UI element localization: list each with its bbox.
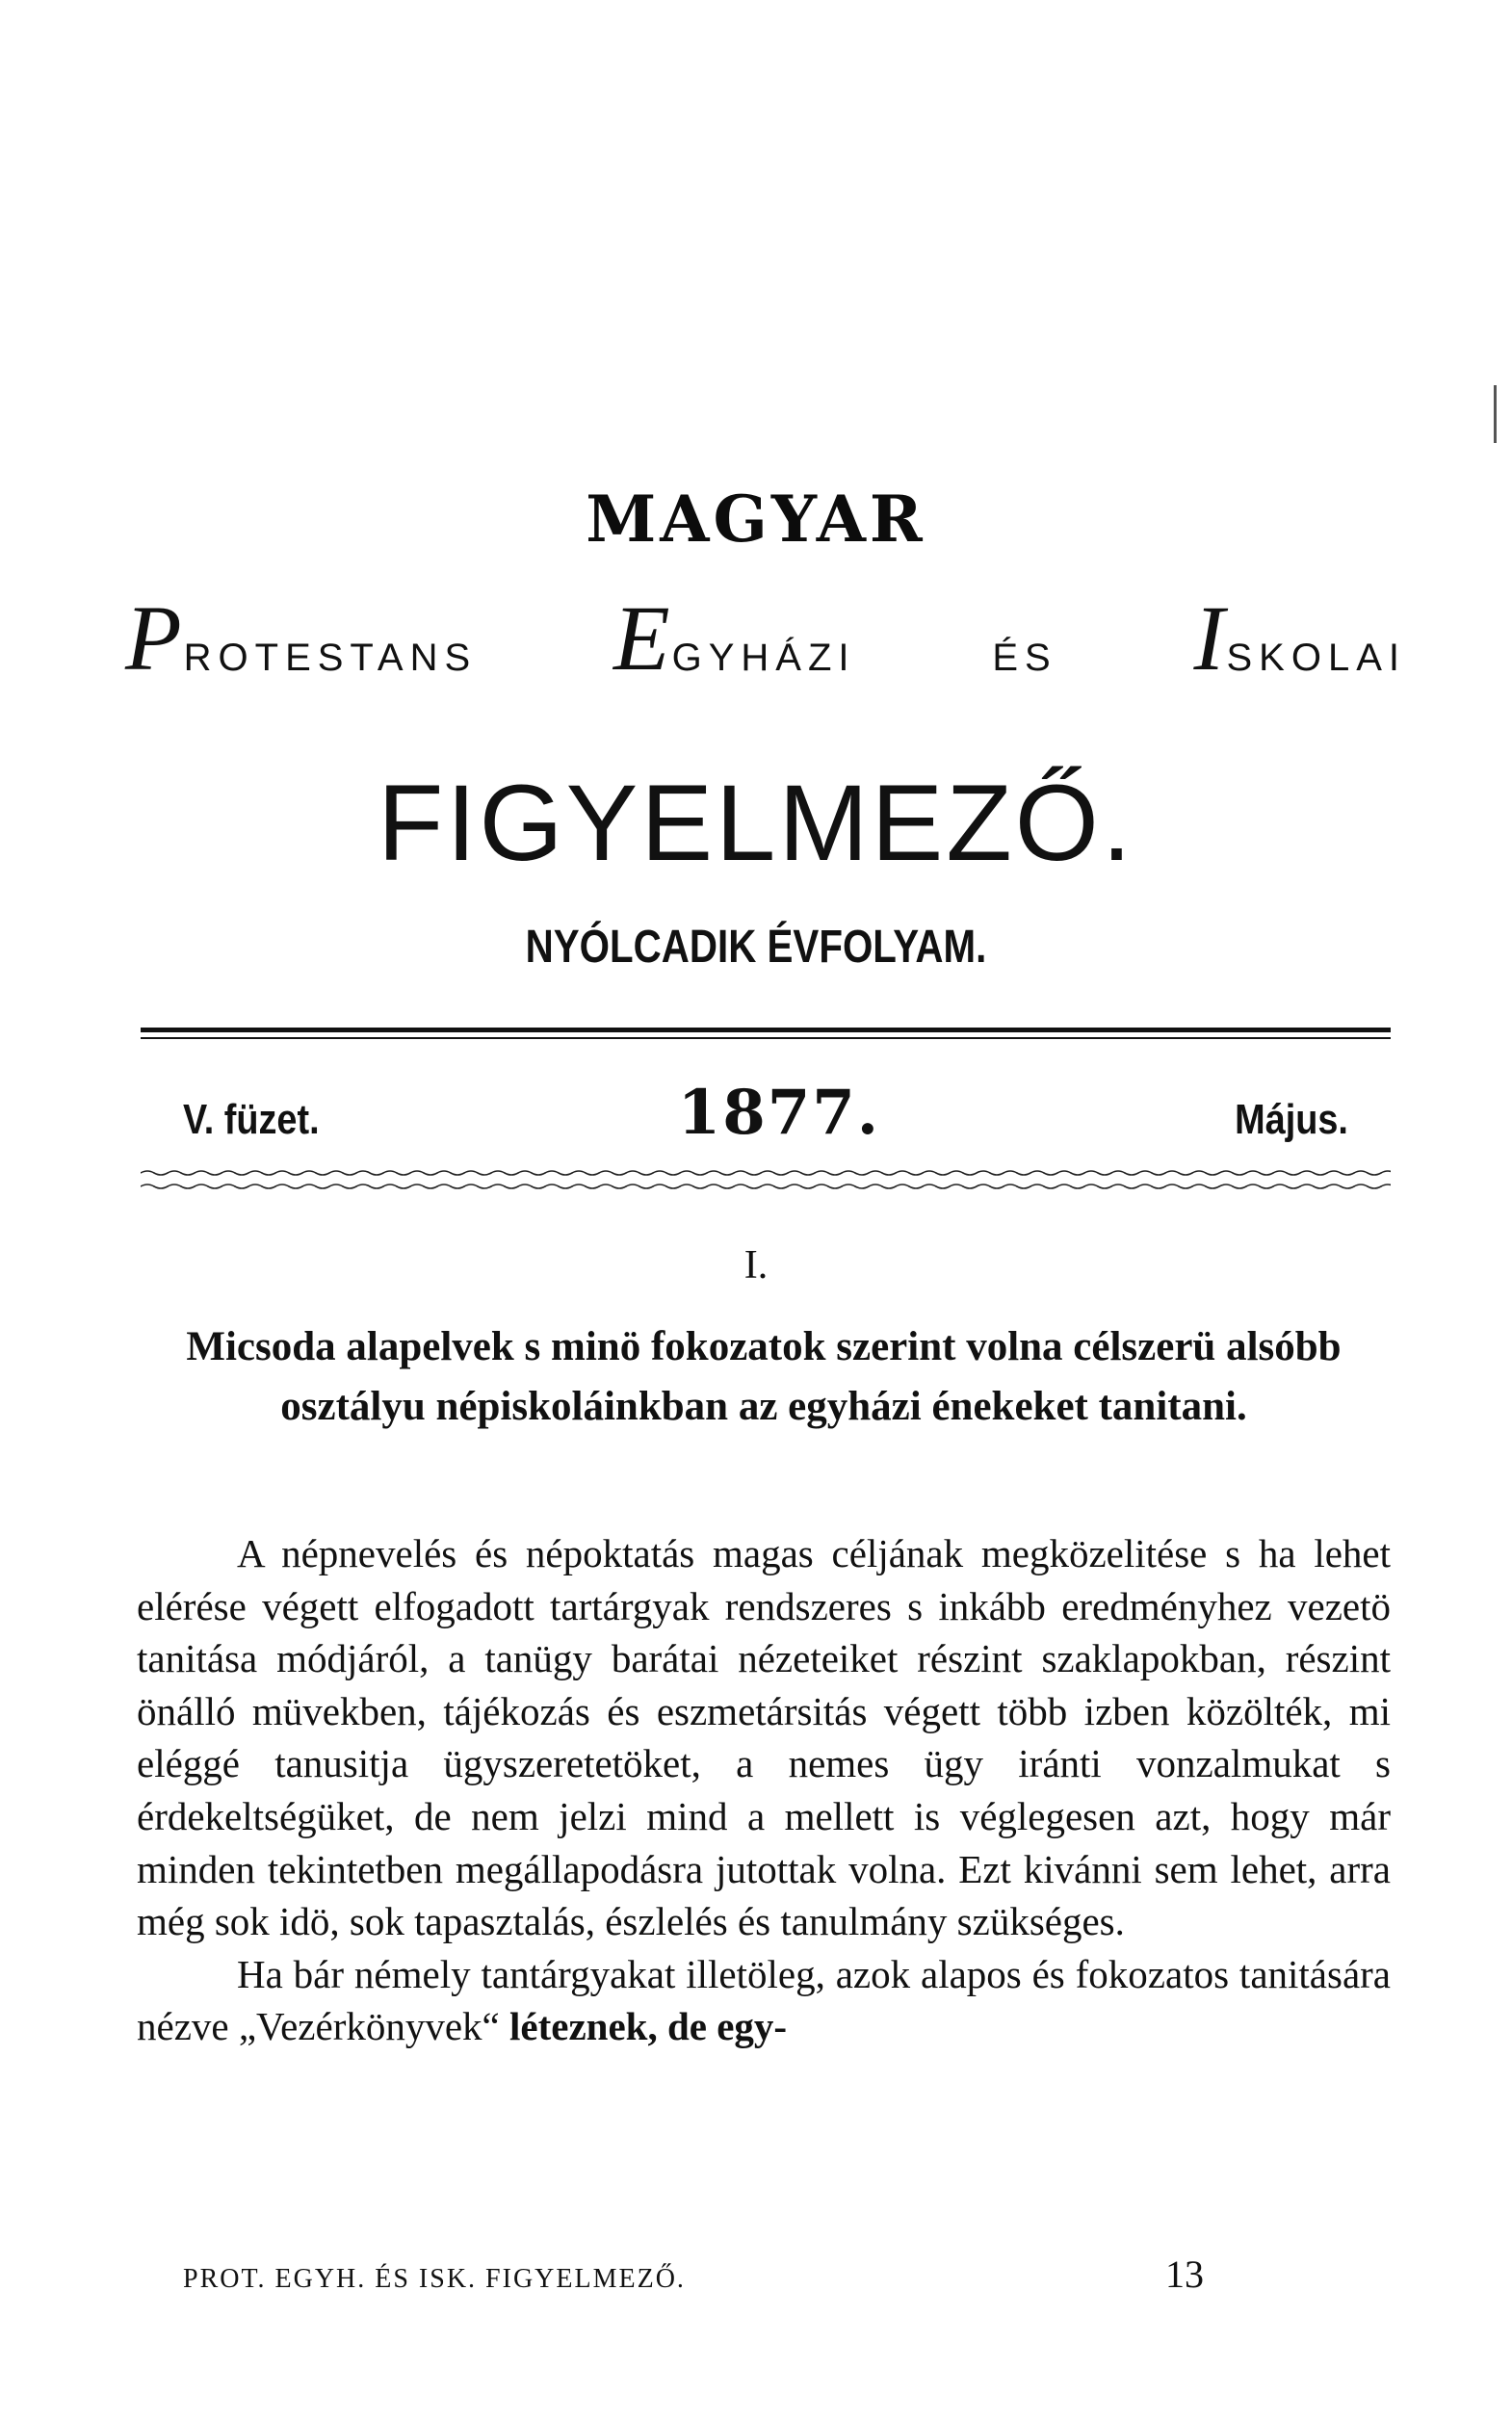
series-word-egyhazi — [613, 586, 856, 690]
masthead-magyar: MAGYAR — [586, 482, 926, 557]
masthead-series — [125, 586, 1406, 690]
paragraph-1: A népnevelés és népoktatás magas céljának megközelitése s ha lehet elérése végett elfogadott tartárgyak rendszeres s inkább eredményhez vezetö tanitása módjáról, a tanügy barátai nézeteiket részint szaklapokban, részint önálló müvekben, tájékozás és eszmetársitás végett több izben közölték, mi eléggé tanusitja ügyszeretetöket, a nemes ügy iránti vonzalmukat s érdekeltségüket, de nem jelzi mind a mellett is véglegesen azt, hogy már minden tekintetben megállapodásra jutottak volna. Ezt kivánni sem lehet, arra még sok idö, sok tapasztalás, észlelés és tanulmány szükséges. — [137, 1531, 1391, 1944]
paragraph-2 — [137, 1948, 1391, 2053]
divider-thick — [141, 1028, 1391, 1032]
volume-line: NYÓLCADIK ÉVFOLYAM. — [525, 922, 987, 973]
running-title: PROT. EGYH. ÉS ISK. FIGYELMEZŐ. — [183, 2264, 686, 2294]
article-heading: Micsoda alapelvek s minö fokozatok szerint volna célszerü alsóbb osztályu népiskoláinkban az egyházi énekeket tanitani. — [186, 1324, 1342, 1429]
series-word-text: GYHÁZI — [671, 637, 856, 680]
series-word-text: SKOLAI — [1226, 637, 1406, 680]
issue-year: 1877. — [677, 1077, 881, 1149]
paragraph-2-quoted: „Vezérkönyvek“ — [238, 2004, 500, 2049]
series-initial: E — [613, 586, 670, 690]
page-number: 13 — [1165, 2252, 1204, 2296]
series-word-protestans — [125, 586, 478, 690]
series-word-text: ÉS — [992, 637, 1057, 680]
series-initial: I — [1193, 586, 1225, 690]
series-word-es — [992, 637, 1056, 680]
journal-title: FIGYELMEZŐ. — [378, 763, 1134, 883]
issue-month: Május. — [1235, 1096, 1348, 1143]
wavy-divider — [141, 1161, 1391, 1200]
issue-line — [183, 1077, 1348, 1149]
issue-number: V. füzet. — [183, 1096, 320, 1143]
margin-mark — [1494, 385, 1497, 443]
page-footer — [183, 2252, 1204, 2297]
series-initial: P — [125, 586, 182, 690]
paragraph-2-text-b: léteznek, de egy- — [499, 2004, 788, 2049]
divider-thin — [141, 1037, 1391, 1039]
article-body — [137, 1527, 1391, 2053]
section-number: I. — [743, 1243, 769, 1288]
paragraph-2-text-a: Ha bár némely tantárgyakat illetöleg, azok alapos és fokozatos tanitására nézve — [137, 1951, 1391, 2049]
series-word-text: ROTESTANS — [183, 637, 478, 680]
series-word-iskolai — [1193, 586, 1406, 690]
